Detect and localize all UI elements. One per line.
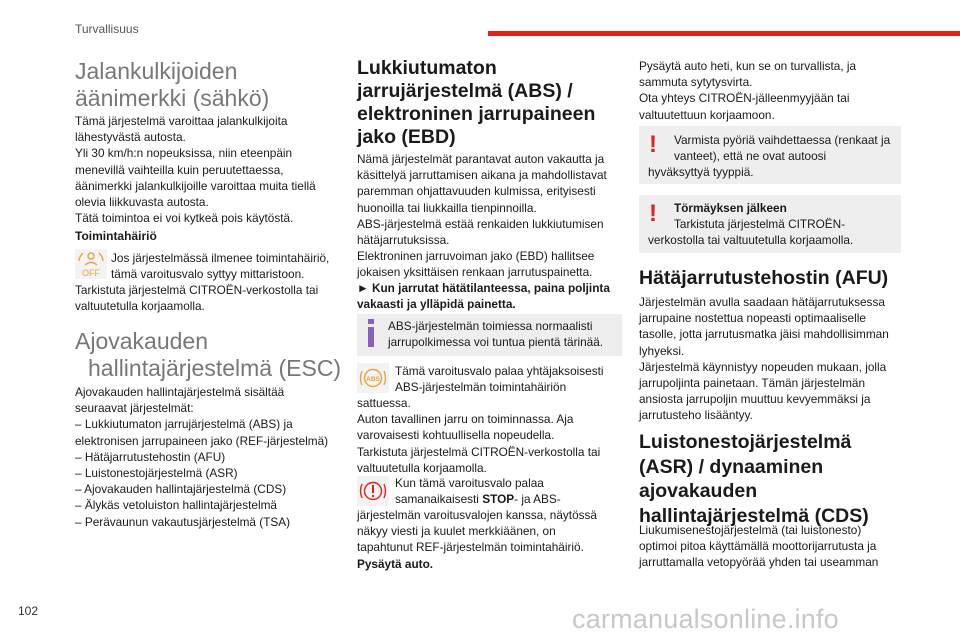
col3-top-text: Pysäytä auto heti, kun se on turvallista, ja sammuta sytytysvirta. Ota yhteys CITROËN-jälleenmyyjään tai valtuutettuun korjaamoon. bbox=[639, 59, 857, 122]
pedestrian-title: Jalankulkijoiden äänimerkki (sähkö) bbox=[75, 58, 270, 111]
afu-title: Hätäjarrutustehostin (AFU) bbox=[639, 267, 889, 289]
watermark: carmanualsonline.info bbox=[572, 604, 839, 634]
exclamation-icon: ! bbox=[649, 131, 657, 158]
abs-instruction: ► Kun jarrutat hätätilanteessa, paina poljinta vakaasti ja ylläpidä painetta. bbox=[357, 281, 610, 312]
abs-warning-icon bbox=[357, 363, 389, 393]
info-icon bbox=[366, 319, 376, 352]
warning-collision-text: verkostolla tai valtuutetulla korjaamolla. bbox=[648, 233, 854, 247]
asr-title: Luistonestojärjestelmä (ASR) / dynaaminen ajovakauden hallintajärjestelmä (CDS) bbox=[639, 431, 869, 527]
abs-warn-text: sattuessa. Auton tavallinen jarru on toiminnassa. Aja varovaisesti kohtuullisella nopeudella. Tarkistuta järjestelmä CITROËN-verkostolla tai valtuutetulla korjaamolla. bbox=[357, 396, 601, 475]
header-accent-bar bbox=[488, 31, 960, 36]
stop-text: järjestelmän varoitusvalojen kanssa, näytössä näkyy viesti ja kuulet merkkiäänen, on tapahtunut REF-järjestelmän toimintahäiriö. Pysäytä auto. bbox=[357, 508, 597, 571]
abs-warn-text-indented: Tämä varoitusvalo palaa yhtäjaksoisesti ABS-järjestelmän toimintahäiriön bbox=[395, 364, 604, 395]
stop-text-indented: Kun tämä varoitusvalo palaa samanaikaisesti STOP- ja ABS- bbox=[395, 476, 561, 507]
pedestrian-warning-icon bbox=[75, 249, 107, 279]
malfunction-text: Tarkistuta järjestelmä CITROËN-verkostolla tai valtuutetulla korjaamolla. bbox=[75, 283, 319, 314]
info-text: ABS-järjestelmän toimiessa normaalisti jarrupolkimessa voi tuntua pientä tärinää. bbox=[388, 319, 604, 350]
esc-title: Ajovakauden hallintajärjestelmä (ESC) bbox=[75, 328, 342, 381]
abs-title: Lukkiutumaton jarrujärjestelmä (ABS) / elektroninen jarrupaineen jako (EBD) bbox=[357, 57, 596, 148]
malfunction-heading: Toimintahäiriö bbox=[75, 229, 157, 243]
svg-text:OFF: OFF bbox=[82, 268, 100, 278]
malfunction-text-indented: Jos järjestelmässä ilmenee toimintahäiriö, tämä varoitusvalo syttyy mittaristoon. bbox=[111, 251, 330, 282]
exclamation-icon: ! bbox=[649, 200, 657, 227]
afu-text: Järjestelmän avulla saadaan hätäjarrutuksessa jarrupaine nostettua nopeasti optimaaliselle tasolle, jotta jarrutusmatka jäisi mahdollisimman lyhyeksi. Järjestelmä käynnistyy nopeuden mukaan, jolla jarrupoljinta painetaan. Tämän järjestelmän ansiosta jarrupoljin muuttuu kevyemmäksi ja jarrutusteho lisääntyy. bbox=[639, 295, 889, 423]
section-header: Turvallisuus bbox=[75, 22, 139, 36]
warning-wheels-text-indented: Varmista pyöriä vaihdettaessa (renkaat ja vanteet), että ne ovat autoosi bbox=[674, 133, 891, 164]
svg-text:ABS: ABS bbox=[366, 376, 380, 383]
esc-text: Ajovakauden hallintajärjestelmä sisältää seuraavat järjestelmät: – Lukkiutumaton jarrujärjestelmä (ABS) ja elektronisen jarrupaineen jako (REF-järjestelmä) – Hätäjarrutustehostin (AFU) – Luistonestojärjestelmä (ASR) – Ajovakauden hallintajärjestelmä (CDS) – Älykäs vetoluiston hallintajärjestelmä – Perävaunun vakautusjärjestelmä (TSA) bbox=[75, 385, 329, 529]
asr-text: Liukumisenestojärjestelmä (tai luistonesto) optimoi pitoa käyttämällä moottorijarrutusta ja jarruttamalla vetopyörää yhden tai useamman bbox=[639, 523, 879, 570]
brake-warning-icon bbox=[357, 476, 389, 506]
pedestrian-text: Tämä järjestelmä varoittaa jalankulkijoita lähestyvästä autosta. Yli 30 km/h:n nopeuksissa, niin eteenpäin menevillä vaihteilla kuin peruutettaessa, äänimerkki jalankulkijoille varoittaa muita tiellä olevia liikkuvasta autosta. Tätä toimintoa ei voi kytkeä pois käytöstä. bbox=[75, 114, 316, 226]
abs-text: Nämä järjestelmät parantavat auton vakautta ja käsittelyä jarruttamisen aikana ja mahdollistavat paremman ohjattavuuden kulmissa, erityisesti huonoilla tai liukkailla tienpinnoilla. ABS-järjestelmä estää renkaiden lukkiutumisen hätäjarrutuksissa. Elektroninen jarruvoiman jako (EBD) hallitsee jokaisen yksittäisen renkaan jarrutuspainetta. bbox=[357, 152, 607, 280]
warning-collision-text-indented: Törmäyksen jälkeen Tarkistuta järjestelmä CITROËN- bbox=[674, 201, 846, 232]
warning-wheels-text: hyväksyttyä tyyppiä. bbox=[648, 165, 754, 179]
page-number: 102 bbox=[18, 604, 39, 618]
